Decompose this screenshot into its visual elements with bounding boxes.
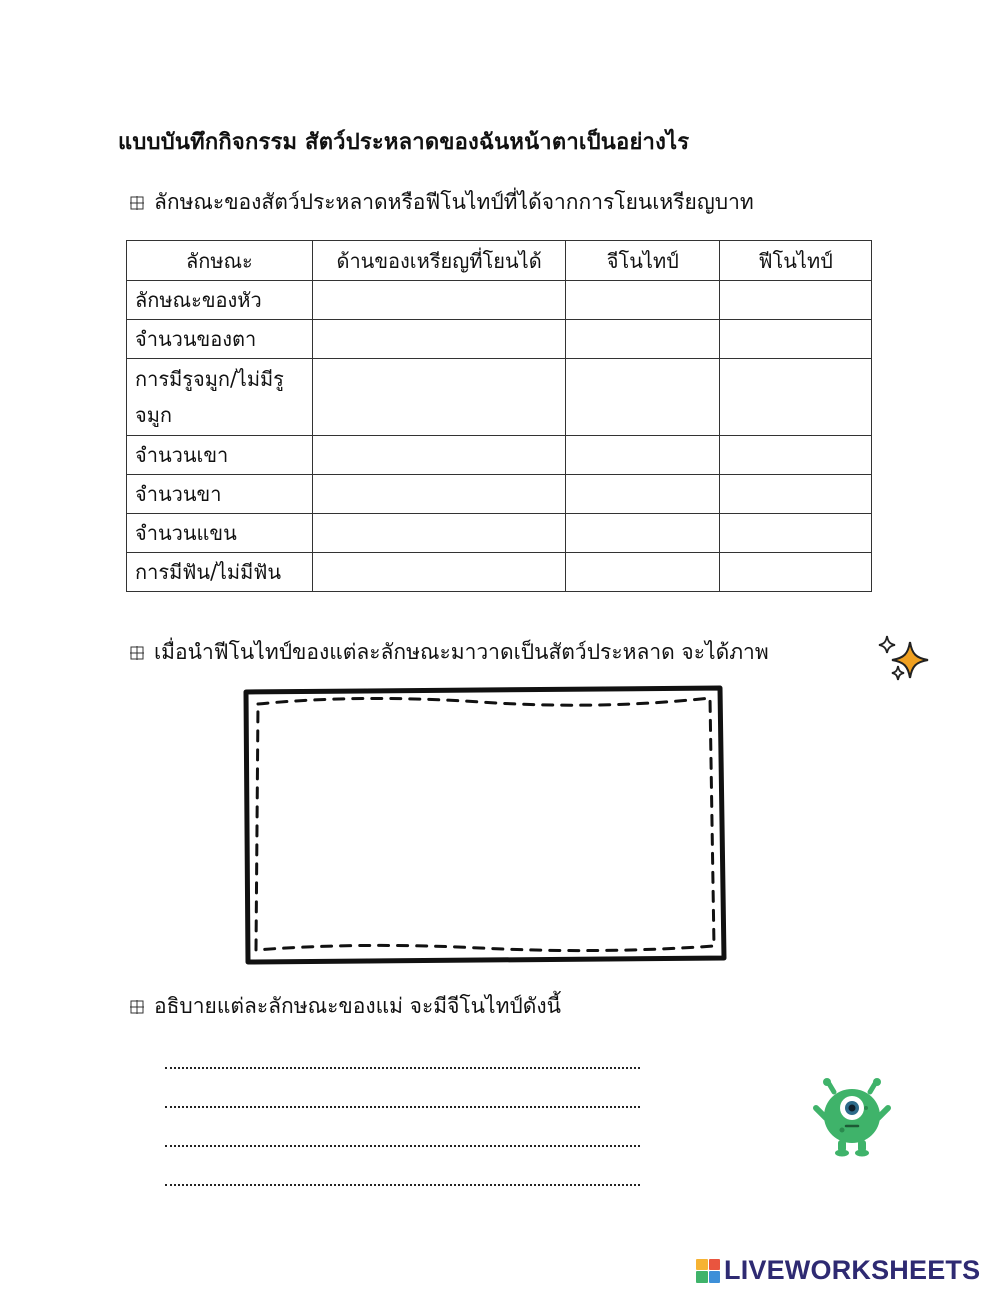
genotype-cell[interactable] (566, 475, 720, 514)
header-phenotype: ฟีโนไทป์ (720, 241, 872, 281)
answer-line[interactable] (165, 1030, 640, 1069)
drawing-section-heading (130, 636, 769, 669)
traits-table (126, 240, 872, 592)
coin-side-cell[interactable] (312, 553, 566, 592)
table-row (127, 436, 872, 475)
genotype-cell[interactable] (566, 553, 720, 592)
header-genotype: จีโนไทป์ (566, 241, 720, 281)
table-row (127, 475, 872, 514)
header-trait: ลักษณะ (127, 241, 313, 281)
phenotype-cell[interactable] (720, 281, 872, 320)
sparkle-stars-icon (876, 634, 932, 684)
drawing-heading-text: เมื่อนำฟีโนไทป์ของแต่ละลักษณะมาวาดเป็นสัตว์ประหลาด จะได้ภาพ (154, 640, 769, 664)
coin-side-cell[interactable] (312, 281, 566, 320)
row-label: จำนวนแขน (127, 514, 313, 553)
liveworksheets-logo-icon (696, 1259, 720, 1283)
genotype-cell[interactable] (566, 436, 720, 475)
row-label: การมีฟัน/ไม่มีฟัน (127, 553, 313, 592)
explain-heading-text: อธิบายแต่ละลักษณะของแม่ จะมีจีโนไทป์ดังนี้ (154, 994, 561, 1018)
answer-line[interactable] (165, 1147, 640, 1186)
table-row (127, 281, 872, 320)
phenotype-cell[interactable] (720, 320, 872, 359)
table-header-row (127, 241, 872, 281)
phenotype-cell[interactable] (720, 514, 872, 553)
row-label: จำนวนเขา (127, 436, 313, 475)
explain-section-heading (130, 990, 561, 1023)
traits-heading-text: ลักษณะของสัตว์ประหลาดหรือฟีโนไทป์ที่ได้จากการโยนเหรียญบาท (154, 190, 754, 214)
table-row (127, 514, 872, 553)
square-grid-bullet-icon (130, 646, 144, 660)
square-grid-bullet-icon (130, 196, 144, 210)
coin-side-cell[interactable] (312, 320, 566, 359)
answer-lines (165, 1030, 640, 1186)
table-row (127, 359, 872, 436)
phenotype-cell[interactable] (720, 436, 872, 475)
square-grid-bullet-icon (130, 1000, 144, 1014)
row-label: ลักษณะของหัว (127, 281, 313, 320)
genotype-cell[interactable] (566, 281, 720, 320)
row-label: การมีรูจมูก/ไม่มีรู จมูก (127, 359, 313, 436)
traits-section-heading (130, 186, 754, 219)
table-row (127, 553, 872, 592)
green-one-eyed-monster-icon (812, 1078, 894, 1160)
coin-side-cell[interactable] (312, 514, 566, 553)
row-label: จำนวนของตา (127, 320, 313, 359)
answer-line[interactable] (165, 1108, 640, 1147)
row-label: จำนวนขา (127, 475, 313, 514)
liveworksheets-logo-text: LIVEWORKSHEETS (724, 1255, 981, 1285)
phenotype-cell[interactable] (720, 359, 872, 436)
page-title: แบบบันทึกกิจกรรม สัตว์ประหลาดของฉันหน้าตาเป็นอย่างไร (118, 130, 690, 155)
phenotype-cell[interactable] (720, 553, 872, 592)
header-coin-side: ด้านของเหรียญที่โยนได้ (312, 241, 566, 281)
genotype-cell[interactable] (566, 359, 720, 436)
coin-side-cell[interactable] (312, 436, 566, 475)
table-row (127, 320, 872, 359)
genotype-cell[interactable] (566, 514, 720, 553)
coin-side-cell[interactable] (312, 359, 566, 436)
coin-side-cell[interactable] (312, 475, 566, 514)
drawing-area-frame[interactable] (240, 684, 730, 968)
phenotype-cell[interactable] (720, 475, 872, 514)
genotype-cell[interactable] (566, 320, 720, 359)
liveworksheets-logo (696, 1255, 980, 1286)
answer-line[interactable] (165, 1069, 640, 1108)
